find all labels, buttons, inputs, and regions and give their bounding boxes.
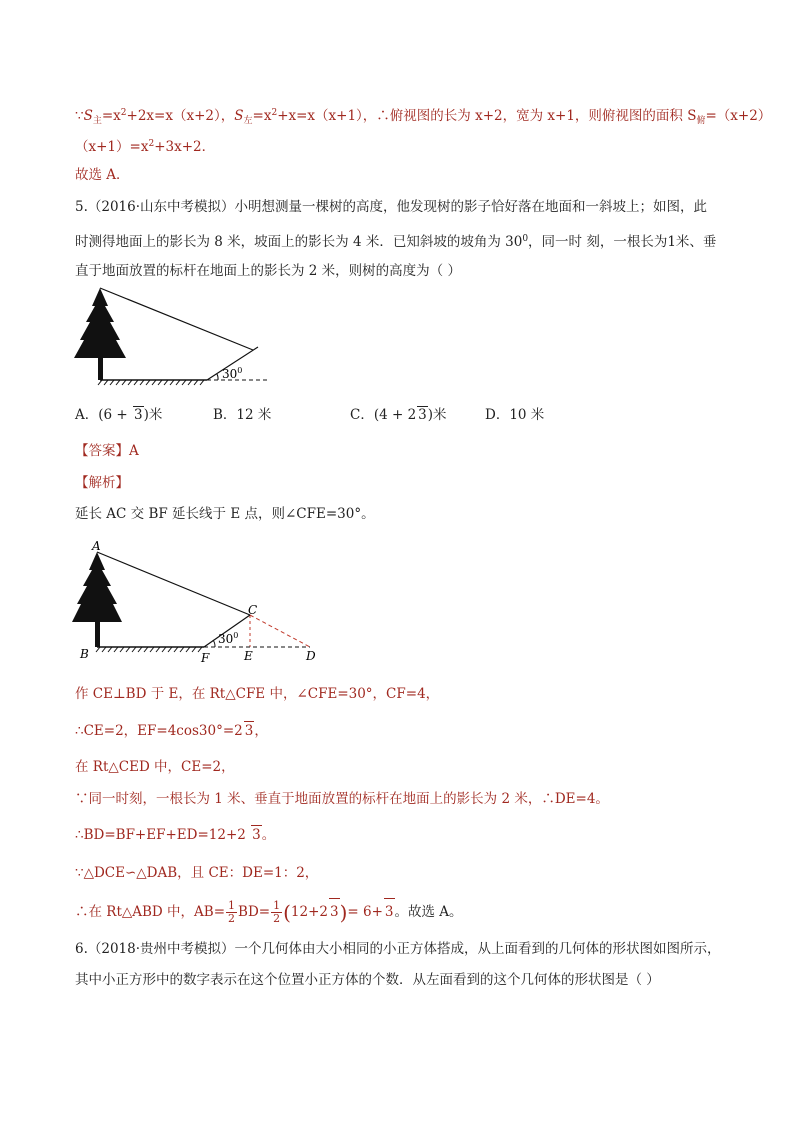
q5-question-line3: 直于地面放置的标杆在地面上的影长为 2 米，则树的高度为（ ） — [75, 263, 461, 279]
q5-answer: 【答案】A — [75, 443, 139, 459]
q4-solution-line2: $(x+1)=x^2+3x+2$． — [75, 139, 216, 155]
angle-label: $30^0$ — [222, 366, 243, 381]
q5-analysis-line1: 延长 AC 交 BF 延长线于 E 点，则∠CFE=30°。 — [75, 506, 375, 522]
point-F-label: F — [201, 651, 210, 665]
q6-question-line1: 6.（2018·贵州中考模拟）一个几何体由大小相同的小正方体搭成，从上面看到的几何体的形状图如图所示， — [75, 941, 721, 957]
q5-question-line1: 5.（2016·山东中考模拟）小明想测量一棵树的高度，他发现树的影子恰好落在地面和一斜坡上；如图，此 — [75, 199, 708, 215]
line-CD-dashed — [250, 615, 310, 647]
q5-option-d[interactable]: D．10 米 — [485, 407, 545, 423]
tree-icon — [74, 288, 126, 380]
tree-icon — [72, 552, 122, 647]
q4-solution-line1: $\because S_主=x^2+2x=x(x+2)$，$S_左=x^2+x=x(x+1)$，∴俯视图的长为 x+2，宽为 x+1，则俯视图的面积 $S_俯=(x+2)$ — [75, 108, 772, 126]
q4-solution-line3: 故选 A． — [75, 167, 130, 183]
q5-question-line2: 时测得地面上的影长为 8 米，坡面上的影长为 4 米．已知斜坡的坡角为 $30^0$，同一时 刻，一根长为1米、垂 — [75, 234, 717, 250]
q5-step2: ∴CE=2，EF=4cos30°=2 3， — [75, 723, 268, 739]
point-C-label: C — [248, 603, 258, 617]
q5-option-c[interactable]: C．(4 + 2 3)米 — [350, 407, 447, 423]
q5-analysis-figure — [70, 538, 330, 668]
q6-question-line2: 其中小正方形中的数字表示在这个位置小正方体的个数．从左面看到的这个几何体的形状图是（ ） — [75, 972, 660, 988]
sun-ray-line — [100, 288, 253, 350]
q5-step4: ∵同一时刻，一根长为 1 米、垂直于地面放置的标杆在地面上的影长为 2 米，∴DE=4。 — [75, 791, 609, 807]
point-E-label: E — [244, 649, 253, 663]
q5-option-b[interactable]: B．12 米 — [213, 407, 272, 423]
ground-hatching — [96, 647, 202, 652]
line-AC — [97, 552, 250, 615]
q5-step7: ∴在 Rt△ABD 中，AB= $\frac{1}{2}$ BD= $\frac{1}{2}$ (12+2 3)= 6+ 3。故选 A。 — [75, 899, 463, 925]
point-D-label: D — [306, 649, 316, 663]
point-A-label: A — [92, 539, 101, 553]
q5-option-a[interactable]: A．(6 + 3)米 — [75, 407, 163, 423]
q5-step1: 作 CE⊥BD 于 E，在 Rt△CFE 中，∠CFE=30°，CF=4， — [75, 686, 440, 702]
q5-figure-tree-slope — [70, 284, 290, 388]
angle-arc — [217, 374, 218, 380]
q5-step6: ∵△DCE∽△DAB，且 CE：DE=1：2， — [75, 865, 319, 881]
ground-hatching — [98, 380, 204, 385]
q5-step5: ∴BD=BF+EF+ED=12+2 3。 — [75, 827, 276, 843]
angle-arc — [213, 640, 215, 647]
q5-step3: 在 Rt△CED 中，CE=2， — [75, 759, 235, 775]
point-B-label: B — [80, 647, 89, 661]
angle-label: $30^0$ — [218, 631, 239, 646]
q5-analysis-title: 【解析】 — [75, 475, 129, 491]
